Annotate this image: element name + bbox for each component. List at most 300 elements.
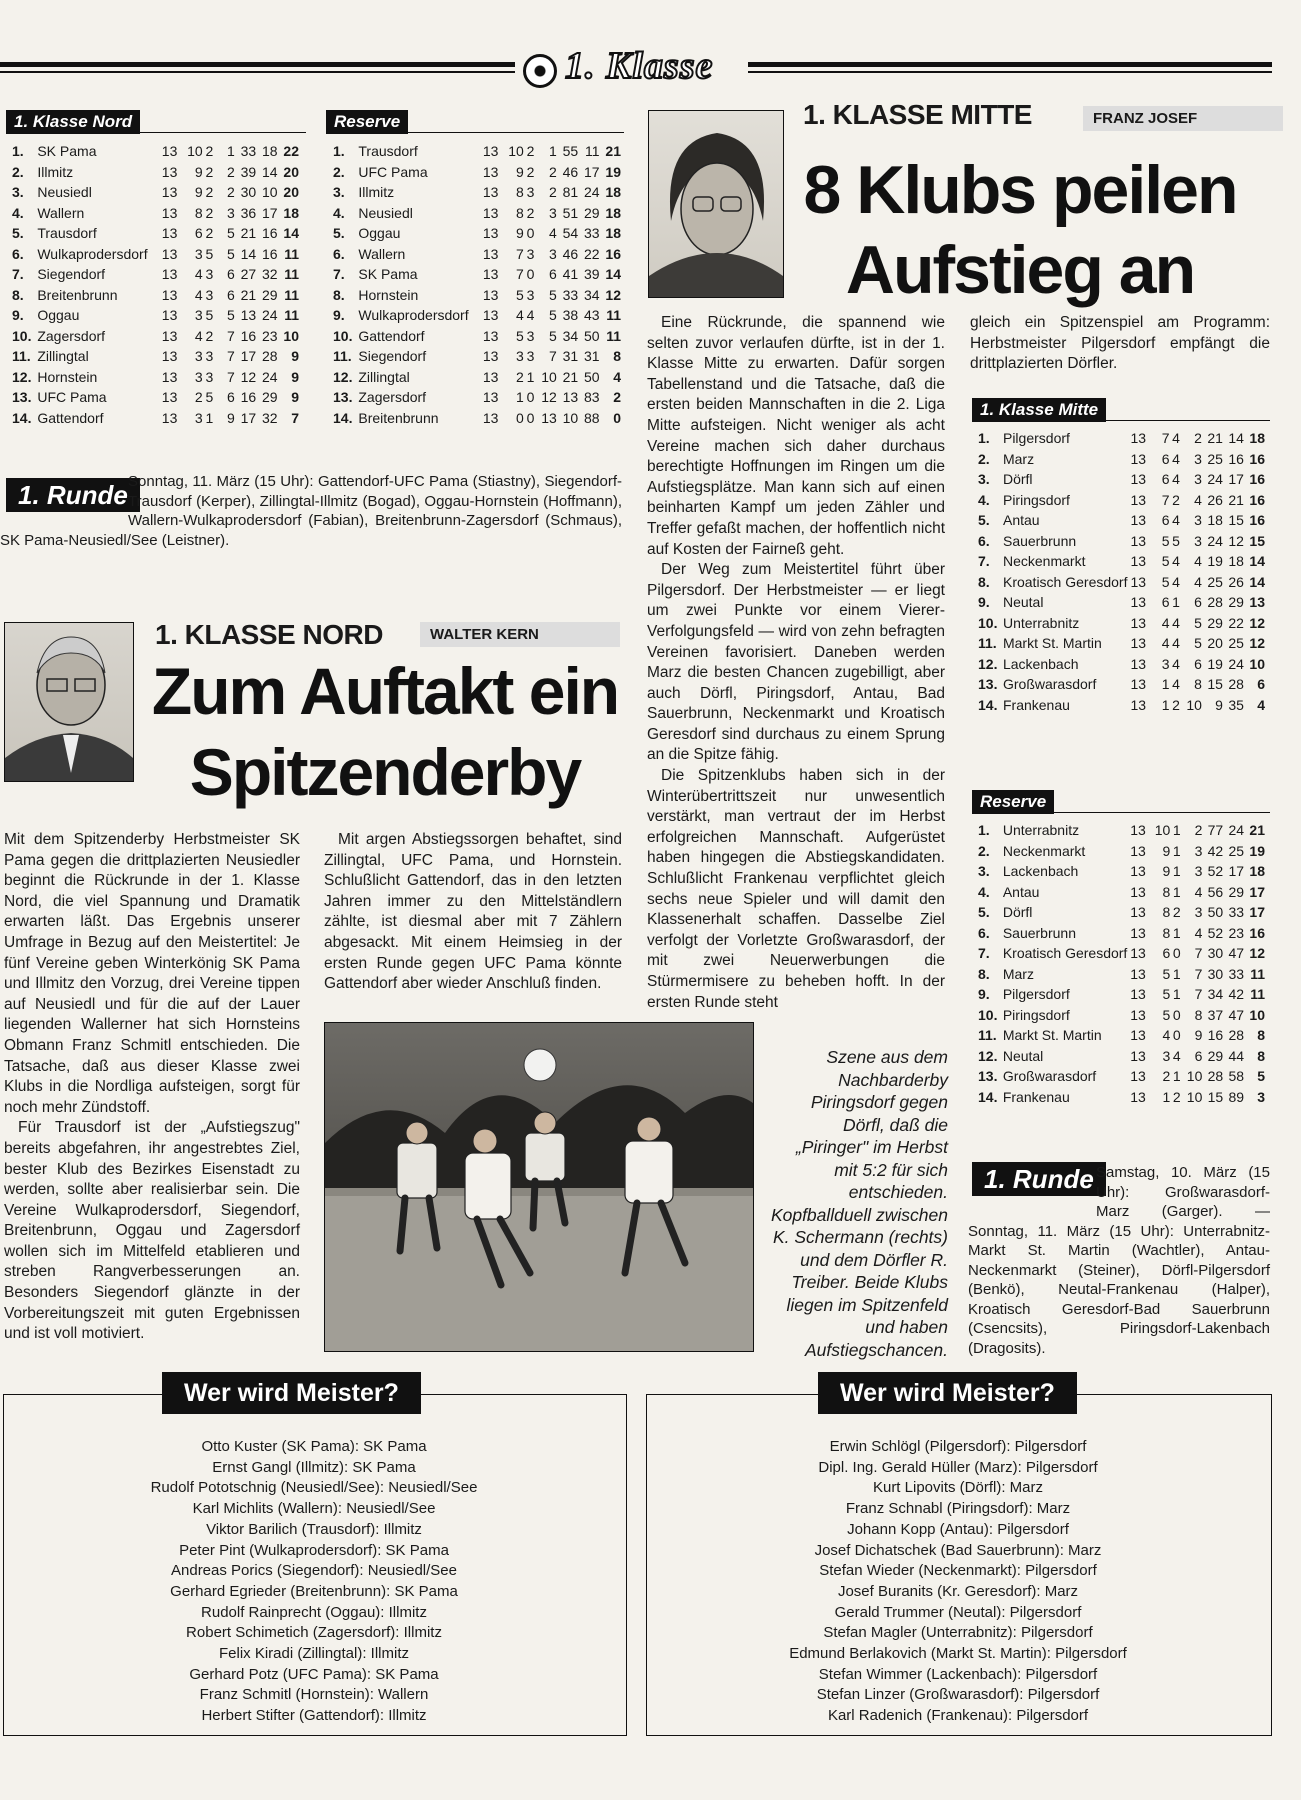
- wins-cell: 5: [516, 286, 524, 303]
- goals-for-cell: 10: [562, 409, 579, 426]
- goals-against-cell: 26: [1228, 573, 1244, 590]
- wins-cell: 3: [194, 307, 203, 323]
- losses-cell: 6: [549, 266, 557, 282]
- rank-cell: 13.: [978, 676, 998, 692]
- team-cell: Großwarasdorf: [1002, 676, 1097, 692]
- wins-cell: 8: [194, 204, 203, 221]
- losses-cell: 3: [1194, 512, 1202, 528]
- games-cell: 13: [1130, 1047, 1146, 1064]
- goals-against-cell: 14: [261, 163, 278, 180]
- points-cell: 16: [1249, 924, 1265, 941]
- games-cell: 13: [1130, 594, 1147, 610]
- goals-for-cell: 33: [240, 143, 257, 159]
- points-cell: 11: [284, 266, 299, 282]
- list-item: Herbert Stifter (Gattendorf): Illmitz: [201, 1707, 427, 1725]
- meister-title-nord: Wer wird Meister?: [162, 1372, 421, 1414]
- points-cell: 21: [605, 143, 621, 159]
- losses-cell: 12: [541, 389, 557, 405]
- list-item: Ernst Gangl (Illmitz): SK Pama: [212, 1458, 416, 1476]
- goals-for-cell: 26: [1207, 491, 1223, 508]
- rank-cell: 2.: [12, 163, 24, 180]
- rank-cell: 10.: [978, 1006, 998, 1023]
- rank-cell: 3.: [333, 184, 345, 200]
- points-cell: 12: [1249, 945, 1265, 961]
- draws-cell: 0: [1172, 1027, 1181, 1043]
- losses-cell: 5: [549, 307, 557, 323]
- team-cell: Oggau: [37, 307, 80, 323]
- team-cell: Wallern: [358, 245, 406, 262]
- losses-cell: 3: [549, 204, 557, 221]
- team-cell: Gattendorf: [358, 327, 425, 344]
- wins-cell: 2: [516, 368, 524, 385]
- games-cell: 13: [161, 245, 178, 262]
- wins-cell: 9: [1162, 863, 1171, 879]
- team-cell: Zagersdorf: [358, 389, 427, 405]
- games-cell: 13: [482, 368, 499, 385]
- wins-cell: 6: [1161, 471, 1170, 487]
- table-rule: [972, 420, 1270, 421]
- wins-cell: 5: [1161, 573, 1170, 590]
- goals-for-cell: 30: [1207, 965, 1224, 982]
- points-cell: 11: [1250, 986, 1265, 1002]
- wins-cell: 10: [508, 143, 524, 159]
- goals-for-cell: 13: [562, 389, 579, 405]
- goals-against-cell: 28: [1228, 1027, 1245, 1043]
- games-cell: 13: [1130, 655, 1147, 672]
- games-cell: 13: [482, 225, 499, 241]
- games-cell: 13: [1130, 532, 1147, 549]
- rank-cell: 10.: [12, 327, 32, 344]
- goals-against-cell: 50: [583, 368, 600, 385]
- list-item: Andreas Porics (Siegendorf): Neusiedl/See: [171, 1562, 457, 1580]
- rank-cell: 7.: [978, 553, 990, 569]
- games-cell: 13: [1130, 883, 1146, 900]
- draws-cell: 0: [526, 409, 535, 426]
- goals-for-cell: 33: [562, 286, 579, 303]
- author-photo-franz-josef: [648, 110, 784, 298]
- goals-for-cell: 56: [1207, 883, 1224, 900]
- kicker-nord: 1. KLASSE NORD: [155, 619, 383, 650]
- points-cell: 10: [283, 327, 299, 344]
- list-item: Gerald Trummer (Neutal): Pilgersdorf: [834, 1603, 1082, 1621]
- losses-cell: 1: [549, 143, 557, 159]
- draws-cell: 1: [1172, 924, 1181, 941]
- losses-cell: 6: [227, 286, 235, 303]
- draws-cell: 4: [1172, 614, 1180, 631]
- team-cell: Unterrabnitz: [1002, 822, 1080, 838]
- table-row: [978, 572, 1265, 593]
- table-row: [333, 141, 621, 162]
- points-cell: 14: [1249, 553, 1265, 569]
- goals-for-cell: 12: [240, 368, 257, 385]
- draws-cell: 2: [526, 163, 535, 180]
- draws-cell: 4: [1172, 471, 1180, 487]
- goals-against-cell: 12: [1228, 532, 1244, 549]
- rank-cell: 4.: [12, 204, 24, 221]
- draws-cell: 1: [1172, 863, 1181, 879]
- goals-for-cell: 34: [1207, 986, 1224, 1002]
- draws-cell: 1: [1172, 883, 1181, 900]
- games-cell: 13: [161, 143, 178, 159]
- team-cell: Sauerbrunn: [1002, 532, 1077, 549]
- table-row: [978, 861, 1265, 882]
- losses-cell: 5: [1194, 614, 1202, 631]
- table-row: [12, 203, 299, 224]
- draws-cell: 3: [526, 245, 535, 262]
- draws-cell: 3: [526, 327, 535, 344]
- list-item: Edmund Berlakovich (Markt St. Martin): Pilgersdorf: [789, 1645, 1127, 1663]
- table-row: [978, 469, 1265, 490]
- draws-cell: 2: [1172, 491, 1180, 508]
- draws-cell: 1: [205, 409, 214, 426]
- losses-cell: 5: [549, 327, 557, 344]
- table-row: [978, 841, 1265, 862]
- table-row: [333, 346, 621, 367]
- table-row: [978, 695, 1265, 716]
- losses-cell: 3: [227, 204, 235, 221]
- rank-cell: 4.: [333, 204, 345, 221]
- wins-cell: 9: [516, 163, 524, 180]
- losses-cell: 4: [1194, 924, 1203, 941]
- rank-cell: 5.: [978, 904, 990, 920]
- headline-nord-line1: Zum Auftakt ein: [151, 654, 619, 728]
- wins-cell: 8: [516, 184, 524, 200]
- list-item: Peter Pint (Wulkaprodersdorf): SK Pama: [179, 1541, 449, 1559]
- team-cell: UFC Pama: [37, 389, 107, 405]
- points-cell: 11: [606, 307, 621, 323]
- team-cell: Kroatisch Geresdorf: [1002, 573, 1128, 590]
- team-cell: Neckenmarkt: [1002, 553, 1086, 569]
- wins-cell: 9: [194, 184, 203, 200]
- table-row: [333, 264, 621, 285]
- goals-for-cell: 16: [240, 327, 257, 344]
- goals-for-cell: 9: [1215, 696, 1223, 713]
- paragraph: Mit dem Spitzenderby Herbstmeister SK Pama gegen die drittplazierten Neusiedler beginnt die Rückrunde in der 1. Klasse Nord, die viel Spannung und Dramatik erwarten läßt. Das Ergebnis unserer Umfrage in Bezug auf den Meistertitel: Je fünf Vereine geben Winterkönig SK Pama und Illmitz den Vorzug, drei Vereine tippen auf Neusiedl und für die auf der Lauer liegenden Wallerner hat sich Hornsteins Obmann Franz Schmitl entschieden. Die Tatsache, daß aus dieser Klasse zwei Klubs in die Nordliga aufsteigen, sorgt für noch mehr Zündstoff.: [4, 831, 300, 1116]
- goals-against-cell: 16: [261, 225, 278, 241]
- points-cell: 14: [283, 225, 299, 241]
- goals-against-cell: 16: [1228, 450, 1244, 467]
- points-cell: 12: [605, 286, 621, 303]
- rank-cell: 14.: [978, 696, 998, 713]
- goals-against-cell: 24: [1228, 655, 1244, 672]
- goals-for-cell: 15: [1207, 676, 1223, 692]
- table-rule: [6, 132, 306, 133]
- list-item: Karl Michlits (Wallern): Neusiedl/See: [192, 1500, 436, 1518]
- goals-for-cell: 13: [240, 307, 257, 323]
- team-cell: Frankenau: [1002, 1088, 1070, 1105]
- losses-cell: 3: [1194, 532, 1202, 549]
- draws-cell: 5: [205, 245, 214, 262]
- list-item: Felix Kiradi (Zillingtal): Illmitz: [218, 1645, 410, 1663]
- losses-cell: 7: [549, 348, 557, 364]
- losses-cell: 8: [1194, 676, 1202, 692]
- games-cell: 13: [1130, 904, 1146, 920]
- kicker-mitte: 1. KLASSE MITTE: [803, 99, 1032, 130]
- draws-cell: 3: [526, 184, 535, 200]
- goals-for-cell: 30: [240, 184, 257, 200]
- draws-cell: 4: [526, 307, 535, 323]
- headline-nord-line2: Spitzenderby: [189, 735, 581, 809]
- wins-cell: 5: [516, 327, 524, 344]
- wins-cell: 5: [1162, 986, 1171, 1002]
- losses-cell: 2: [227, 163, 235, 180]
- table-row: [12, 141, 299, 162]
- table-row: [12, 285, 299, 306]
- goals-against-cell: 11: [585, 143, 600, 159]
- losses-cell: 1: [227, 143, 235, 159]
- table-row: [12, 264, 299, 285]
- runde-label-nord: 1. Runde: [6, 478, 140, 512]
- list-item: Franz Schmitl (Hornstein): Wallern: [199, 1686, 429, 1704]
- wins-cell: 4: [194, 327, 203, 344]
- rank-cell: 9.: [978, 986, 990, 1002]
- rank-cell: 6.: [333, 245, 345, 262]
- portrait-icon: [5, 623, 133, 781]
- table-rule: [972, 812, 1270, 813]
- goals-against-cell: 33: [1228, 965, 1245, 982]
- points-cell: 9: [291, 348, 299, 364]
- goals-against-cell: 17: [261, 204, 278, 221]
- team-cell: Neckenmarkt: [1002, 842, 1086, 859]
- games-cell: 13: [161, 286, 178, 303]
- games-cell: 13: [161, 225, 178, 241]
- wins-cell: 4: [194, 286, 203, 303]
- rank-cell: 9.: [12, 307, 24, 323]
- goals-for-cell: 25: [1207, 450, 1223, 467]
- rank-cell: 1.: [12, 143, 24, 159]
- wins-cell: 7: [516, 245, 524, 262]
- draws-cell: 2: [205, 204, 214, 221]
- team-cell: Hornstein: [358, 286, 419, 303]
- games-cell: 13: [482, 348, 499, 364]
- team-cell: Antau: [1002, 883, 1040, 900]
- losses-cell: 5: [1194, 635, 1202, 651]
- goals-against-cell: 42: [1228, 986, 1245, 1002]
- wins-cell: 1: [1162, 1088, 1171, 1105]
- wins-cell: 1: [516, 389, 524, 405]
- goals-against-cell: 29: [1228, 594, 1244, 610]
- games-cell: 13: [482, 286, 499, 303]
- list-item: Rudolf Pototschnig (Neusiedl/See): Neusiedl/See: [150, 1479, 478, 1497]
- goals-against-cell: 34: [583, 286, 600, 303]
- table-row: [978, 613, 1265, 634]
- wins-cell: 0: [516, 409, 524, 426]
- list-item: Robert Schimetich (Zagersdorf): Illmitz: [186, 1624, 442, 1642]
- losses-cell: 8: [1194, 1006, 1203, 1023]
- goals-against-cell: 83: [583, 389, 600, 405]
- goals-for-cell: 30: [1207, 945, 1224, 961]
- team-cell: Neusiedl: [358, 204, 413, 221]
- goals-for-cell: 21: [562, 368, 579, 385]
- table-title-nord: 1. Klasse Nord: [6, 110, 140, 134]
- games-cell: 13: [1130, 512, 1147, 528]
- points-cell: 18: [1249, 863, 1265, 879]
- headline-mitte-line1: 8 Klubs peilen: [803, 152, 1237, 228]
- rank-cell: 13.: [333, 389, 353, 405]
- losses-cell: 7: [227, 348, 235, 364]
- points-cell: 12: [1249, 635, 1265, 651]
- list-item: Stefan Magler (Unterrabnitz): Pilgersdorf: [823, 1624, 1093, 1642]
- rank-cell: 12.: [978, 655, 998, 672]
- goals-for-cell: 24: [1207, 532, 1223, 549]
- losses-cell: 2: [1194, 430, 1202, 446]
- draws-cell: 1: [1172, 842, 1181, 859]
- team-cell: Wallern: [37, 204, 85, 221]
- losses-cell: 7: [1194, 965, 1203, 982]
- goals-for-cell: 17: [240, 409, 257, 426]
- wins-cell: 9: [194, 163, 203, 180]
- draws-cell: 1: [1172, 986, 1181, 1002]
- table-row: [978, 902, 1265, 923]
- goals-for-cell: 81: [562, 184, 579, 200]
- goals-against-cell: 32: [261, 266, 278, 282]
- table-row: [978, 1066, 1265, 1087]
- games-cell: 13: [1130, 696, 1147, 713]
- games-cell: 13: [161, 163, 178, 180]
- draws-cell: 1: [1172, 965, 1181, 982]
- games-cell: 13: [161, 184, 178, 200]
- goals-against-cell: 18: [261, 143, 278, 159]
- goals-for-cell: 31: [562, 348, 579, 364]
- points-cell: 22: [283, 143, 299, 159]
- team-cell: Siegendorf: [37, 266, 106, 282]
- goals-for-cell: 17: [240, 348, 257, 364]
- football-icon: [523, 54, 557, 88]
- draws-cell: 4: [1172, 430, 1180, 446]
- draws-cell: 2: [205, 143, 214, 159]
- games-cell: 13: [161, 266, 178, 282]
- article-mitte-col1: [647, 313, 945, 1013]
- list-item: Gerhard Potz (UFC Pama): SK Pama: [189, 1665, 439, 1683]
- goals-against-cell: 29: [261, 286, 278, 303]
- points-cell: 20: [283, 163, 299, 180]
- games-cell: 13: [1130, 986, 1146, 1002]
- team-cell: Piringsdorf: [1002, 1006, 1070, 1023]
- points-cell: 16: [1249, 471, 1265, 487]
- goals-against-cell: 28: [261, 348, 278, 364]
- draws-cell: 4: [1172, 512, 1180, 528]
- games-cell: 13: [1130, 573, 1147, 590]
- team-cell: Trausdorf: [37, 225, 97, 241]
- draws-cell: 3: [205, 348, 214, 364]
- goals-against-cell: 14: [1228, 430, 1244, 446]
- rank-cell: 8.: [978, 573, 990, 590]
- standings-table-nord: [12, 141, 299, 428]
- list-item: Viktor Barilich (Trausdorf): Illmitz: [206, 1520, 422, 1538]
- table-row: [978, 490, 1265, 511]
- paragraph: Mit argen Abstiegssorgen behaftet, sind Zillingtal, UFC Pama, und Hornstein. Schlußlicht Gattendorf, das in den letzten Jahren immer zu den Mittelständlern zählte, ist diesmal aber mit 7 Zählern abgesackt. Mit einem Heimsieg in der ersten Runde gegen UFC Pama könnte Gattendorf aber wieder Anschluß finden.: [324, 831, 622, 993]
- points-cell: 3: [1257, 1088, 1265, 1105]
- author-nord: WALTER KERN: [420, 622, 620, 647]
- draws-cell: 0: [526, 225, 535, 241]
- runde-text-mitte-body: Samstag, 10. März (15 Uhr): Großwarasdorf-Marz (Garger). — Sonntag, 11. März (15 Uhr): Unterrabnitz-Markt St. Martin (Wachtler), Antau-Neckenmarkt (Steiner), Dörfl-Pilgersdorf (Benkö), Neutal-Frankenau (Halper), Kroatisch Geresdorf-Bad Sauerbrunn (Csencsits), Piringsdorf-Lakenbach (Dragosits).: [968, 1164, 1270, 1357]
- table-row: [12, 244, 299, 265]
- team-cell: Wulkaprodersdorf: [37, 245, 148, 262]
- paragraph: Für Trausdorf ist der „Aufstiegszug" bereits abgefahren, ihr angestrebtes Ziel, bester Klub des Bezirkes Eisenstadt zu werden, sollte aber realisierbar sein. Die Vereine Wulkaprodersdorf, Siegendorf, Breitenbrunn, Oggau und Zagersdorf wollen sich im Mittelfeld etablieren und streben Rangverbesserungen an. Besonders Siegendorf glänzte in der Vorbereitungszeit mit guten Ergebnissen und ist voll motiviert.: [4, 1119, 300, 1343]
- wins-cell: 5: [1161, 532, 1170, 549]
- losses-cell: 10: [541, 368, 557, 385]
- wins-cell: 8: [516, 204, 524, 221]
- football-scene-image: [325, 1023, 753, 1351]
- rank-cell: 9.: [978, 594, 990, 610]
- losses-cell: 5: [549, 286, 557, 303]
- team-cell: Unterrabnitz: [1002, 614, 1080, 631]
- standings-table-mitte: [978, 428, 1265, 715]
- goals-for-cell: 29: [1207, 614, 1223, 631]
- meister-title-mitte: Wer wird Meister?: [818, 1372, 1077, 1414]
- losses-cell: 9: [227, 409, 235, 426]
- goals-for-cell: 16: [240, 389, 257, 405]
- list-item: Stefan Wimmer (Lackenbach): Pilgersdorf: [818, 1665, 1098, 1683]
- goals-against-cell: 31: [583, 348, 600, 364]
- team-cell: Zagersdorf: [37, 327, 106, 344]
- points-cell: 6: [1257, 676, 1265, 692]
- table-title-nord-reserve: Reserve: [326, 110, 408, 134]
- wins-cell: 2: [1162, 1068, 1171, 1084]
- goals-against-cell: 47: [1228, 945, 1245, 961]
- table-rule: [326, 132, 624, 133]
- games-cell: 13: [1130, 676, 1147, 692]
- goals-for-cell: 19: [1207, 655, 1223, 672]
- headline-mitte-line2: Aufstieg an: [845, 232, 1195, 308]
- games-cell: 13: [1130, 863, 1146, 879]
- points-cell: 0: [613, 409, 621, 426]
- goals-for-cell: 24: [1207, 471, 1223, 487]
- table-row: [978, 984, 1265, 1005]
- games-cell: 13: [482, 409, 499, 426]
- goals-for-cell: 27: [240, 266, 257, 282]
- table-row: [12, 367, 299, 388]
- losses-cell: 6: [1194, 1047, 1203, 1064]
- points-cell: 18: [605, 184, 621, 200]
- goals-against-cell: 22: [1228, 614, 1244, 631]
- table-row: [978, 531, 1265, 552]
- points-cell: 18: [283, 204, 299, 221]
- list-item: Karl Radenich (Frankenau): Pilgersdorf: [827, 1707, 1089, 1725]
- table-row: [978, 943, 1265, 964]
- draws-cell: 4: [1172, 573, 1180, 590]
- goals-for-cell: 21: [240, 286, 257, 303]
- wins-cell: 5: [1162, 965, 1171, 982]
- goals-for-cell: 52: [1207, 863, 1224, 879]
- team-cell: Piringsdorf: [1002, 491, 1070, 508]
- points-cell: 7: [291, 409, 299, 426]
- draws-cell: 3: [205, 266, 214, 282]
- draws-cell: 4: [1172, 676, 1180, 692]
- goals-against-cell: 25: [1228, 635, 1244, 651]
- points-cell: 13: [1249, 594, 1265, 610]
- games-cell: 13: [482, 143, 499, 159]
- portrait-icon: [649, 111, 783, 297]
- list-item: Rudolf Rainprecht (Oggau): Illmitz: [201, 1603, 427, 1621]
- team-cell: Sauerbrunn: [1002, 924, 1076, 941]
- points-cell: 11: [284, 245, 299, 262]
- goals-against-cell: 43: [583, 307, 600, 323]
- losses-cell: 13: [541, 409, 557, 426]
- table-title-mitte-reserve: Reserve: [972, 790, 1054, 814]
- goals-against-cell: 33: [583, 225, 600, 241]
- wins-cell: 4: [1162, 1027, 1171, 1043]
- rank-cell: 8.: [978, 965, 990, 982]
- losses-cell: 4: [549, 225, 557, 241]
- points-cell: 21: [1249, 822, 1265, 838]
- goals-against-cell: 25: [1228, 842, 1245, 859]
- draws-cell: 1: [1172, 1068, 1181, 1084]
- wins-cell: 3: [194, 348, 203, 364]
- list-item: Erwin Schlögl (Pilgersdorf): Pilgersdorf: [829, 1438, 1087, 1455]
- table-row: [12, 182, 299, 203]
- author-mitte: FRANZ JOSEF: [1083, 106, 1283, 131]
